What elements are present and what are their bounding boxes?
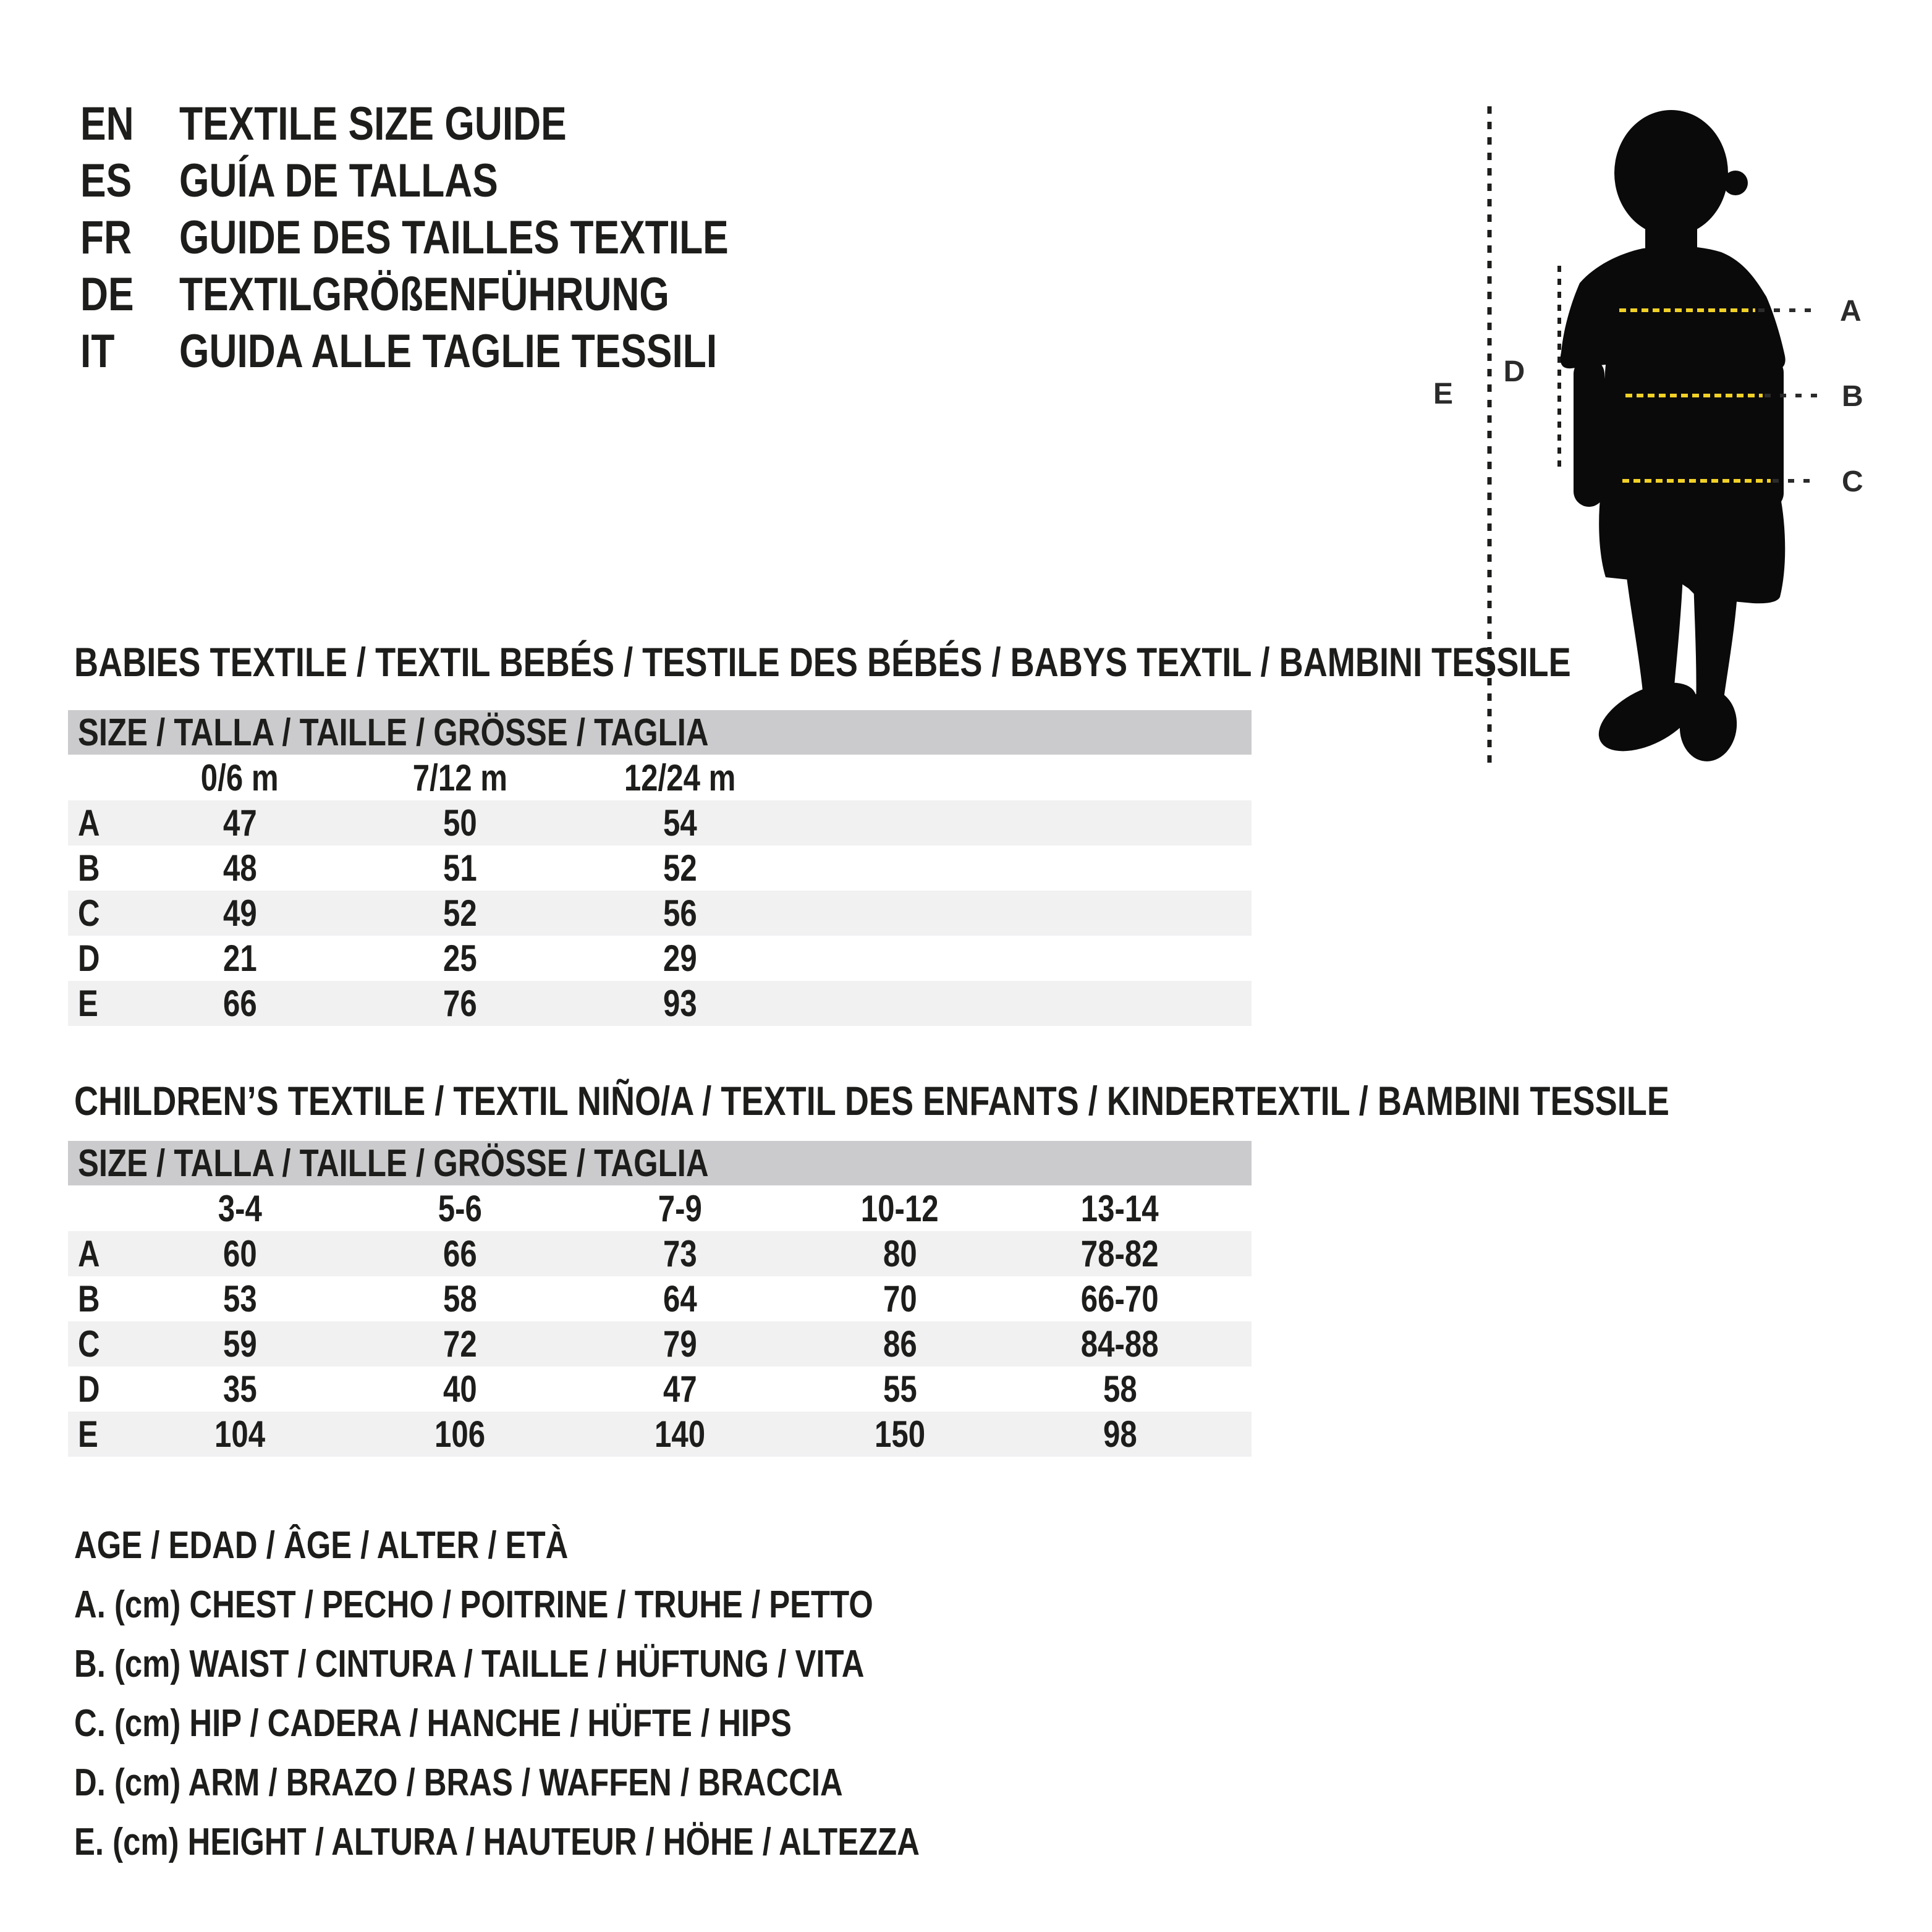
table-cell: 52 bbox=[663, 847, 697, 889]
table-cell: 35 bbox=[222, 1368, 257, 1410]
language-row-en bbox=[80, 96, 849, 153]
row-label: C bbox=[78, 892, 100, 934]
table-cell: 60 bbox=[222, 1233, 257, 1274]
language-title-list bbox=[80, 96, 849, 380]
children-column-header-row bbox=[68, 1185, 1252, 1231]
row-label: D bbox=[78, 938, 100, 979]
table-cell: 49 bbox=[222, 892, 257, 934]
row-label: C bbox=[78, 1323, 100, 1365]
table-cell: 29 bbox=[663, 938, 697, 979]
row-label: E bbox=[78, 1413, 98, 1455]
table-row bbox=[68, 1412, 1252, 1457]
children-size-header-bar: SIZE / TALLA / TAILLE / GRÖSSE / TAGLIA bbox=[68, 1141, 1252, 1185]
table-cell: 64 bbox=[663, 1278, 697, 1320]
guide-title: TEXTILGRÖßENFÜHRUNG bbox=[179, 268, 669, 321]
row-label: A bbox=[78, 1233, 100, 1274]
guide-title: TEXTILE SIZE GUIDE bbox=[179, 98, 567, 150]
table-cell: 140 bbox=[654, 1413, 706, 1455]
silhouette-right-arm bbox=[1753, 357, 1784, 509]
table-cell: 55 bbox=[883, 1368, 917, 1410]
row-label: B bbox=[78, 847, 100, 889]
height-label: E bbox=[1433, 378, 1454, 410]
column-header: 7-9 bbox=[658, 1187, 702, 1229]
legend-line-chest: A. (cm) CHEST / PECHO / POITRINE / TRUHE / PETTO bbox=[74, 1583, 873, 1626]
language-code: FR bbox=[80, 211, 132, 264]
table-cell: 84-88 bbox=[1081, 1323, 1159, 1365]
guide-title: GUIDA ALLE TAGLIE TESSILI bbox=[179, 325, 718, 378]
table-cell: 56 bbox=[663, 892, 697, 934]
table-cell: 70 bbox=[883, 1278, 917, 1320]
column-header: 5-6 bbox=[438, 1187, 482, 1229]
row-label: D bbox=[78, 1368, 100, 1410]
babies-column-header-row bbox=[68, 755, 1252, 800]
babies-section-heading: BABIES TEXTILE / TEXTIL BEBÉS / TESTILE DES BÉBÉS / BABYS TEXTIL / BAMBINI TESSILE bbox=[74, 639, 1571, 685]
table-cell: 106 bbox=[434, 1413, 486, 1455]
table-cell: 47 bbox=[663, 1368, 697, 1410]
table-cell: 66 bbox=[443, 1233, 477, 1274]
table-cell: 76 bbox=[443, 983, 477, 1024]
measurement-legend bbox=[74, 1516, 1105, 1872]
children-size-table bbox=[68, 1141, 1252, 1457]
language-code: ES bbox=[80, 155, 132, 207]
table-cell: 52 bbox=[443, 892, 477, 934]
column-header: 12/24 m bbox=[624, 756, 736, 799]
legend-line-arm: D. (cm) ARM / BRAZO / BRAS / WAFFEN / BRACCIA bbox=[74, 1761, 843, 1804]
waist-label: B bbox=[1842, 380, 1863, 413]
table-cell: 150 bbox=[874, 1413, 926, 1455]
language-code: EN bbox=[80, 98, 134, 150]
table-cell: 59 bbox=[222, 1323, 257, 1365]
legend-line-hip: C. (cm) HIP / CADERA / HANCHE / HÜFTE / HIPS bbox=[74, 1702, 792, 1745]
table-row bbox=[68, 981, 1252, 1026]
table-row bbox=[68, 1321, 1252, 1366]
row-label: A bbox=[78, 802, 100, 844]
silhouette-shorts bbox=[1599, 492, 1785, 603]
table-cell: 93 bbox=[663, 983, 697, 1024]
column-header: 7/12 m bbox=[412, 756, 507, 799]
column-header: 13-14 bbox=[1081, 1187, 1159, 1229]
children-section-heading: CHILDREN’S TEXTILE / TEXTIL NIÑO/A / TEXTIL DES ENFANTS / KINDERTEXTIL / BAMBINI TESSILE bbox=[74, 1078, 1669, 1124]
column-header: 3-4 bbox=[218, 1187, 262, 1229]
language-row-de bbox=[80, 266, 849, 323]
column-header: 0/6 m bbox=[201, 756, 279, 799]
row-label: E bbox=[78, 983, 98, 1024]
hip-label: C bbox=[1842, 465, 1863, 498]
legend-line-waist: B. (cm) WAIST / CINTURA / TAILLE / HÜFTUNG / VITA bbox=[74, 1643, 865, 1685]
chest-label: A bbox=[1840, 295, 1862, 328]
table-row bbox=[68, 1276, 1252, 1321]
table-cell: 72 bbox=[443, 1323, 477, 1365]
table-row bbox=[68, 845, 1252, 891]
guide-title: GUÍA DE TALLAS bbox=[179, 155, 498, 207]
table-cell: 86 bbox=[883, 1323, 917, 1365]
legend-line-height: E. (cm) HEIGHT / ALTURA / HAUTEUR / HÖHE / ALTEZZA bbox=[74, 1821, 920, 1863]
table-cell: 21 bbox=[222, 938, 257, 979]
table-row bbox=[68, 891, 1252, 936]
table-row bbox=[68, 936, 1252, 981]
table-row bbox=[68, 1366, 1252, 1412]
guide-title: GUIDE DES TAILLES TEXTILE bbox=[179, 211, 729, 264]
table-cell: 66 bbox=[222, 983, 257, 1024]
table-row bbox=[68, 800, 1252, 845]
table-cell: 53 bbox=[222, 1278, 257, 1320]
language-row-fr bbox=[80, 210, 849, 266]
row-label: B bbox=[78, 1278, 100, 1320]
table-cell: 40 bbox=[443, 1368, 477, 1410]
table-cell: 73 bbox=[663, 1233, 697, 1274]
table-cell: 104 bbox=[214, 1413, 266, 1455]
language-row-es bbox=[80, 153, 849, 210]
table-cell: 48 bbox=[222, 847, 257, 889]
table-cell: 50 bbox=[443, 802, 477, 844]
language-code: DE bbox=[80, 268, 134, 321]
table-cell: 51 bbox=[443, 847, 477, 889]
table-cell: 79 bbox=[663, 1323, 697, 1365]
legend-line-age: AGE / EDAD / ÂGE / ALTER / ETÀ bbox=[74, 1524, 569, 1567]
table-cell: 66-70 bbox=[1081, 1278, 1159, 1320]
table-cell: 58 bbox=[443, 1278, 477, 1320]
language-code: IT bbox=[80, 325, 115, 378]
silhouette-ear bbox=[1723, 171, 1748, 195]
silhouette-left-arm bbox=[1574, 358, 1604, 507]
babies-size-header-bar: SIZE / TALLA / TAILLE / GRÖSSE / TAGLIA bbox=[68, 710, 1252, 755]
table-cell: 78-82 bbox=[1081, 1233, 1159, 1274]
table-cell: 25 bbox=[443, 938, 477, 979]
table-cell: 80 bbox=[883, 1233, 917, 1274]
table-cell: 98 bbox=[1103, 1413, 1137, 1455]
column-header: 10-12 bbox=[861, 1187, 939, 1229]
table-cell: 47 bbox=[222, 802, 257, 844]
table-row bbox=[68, 1231, 1252, 1276]
arm-label: D bbox=[1503, 355, 1525, 388]
table-cell: 58 bbox=[1103, 1368, 1137, 1410]
table-cell: 54 bbox=[663, 802, 697, 844]
babies-size-table bbox=[68, 710, 1252, 1026]
language-row-it bbox=[80, 323, 849, 380]
